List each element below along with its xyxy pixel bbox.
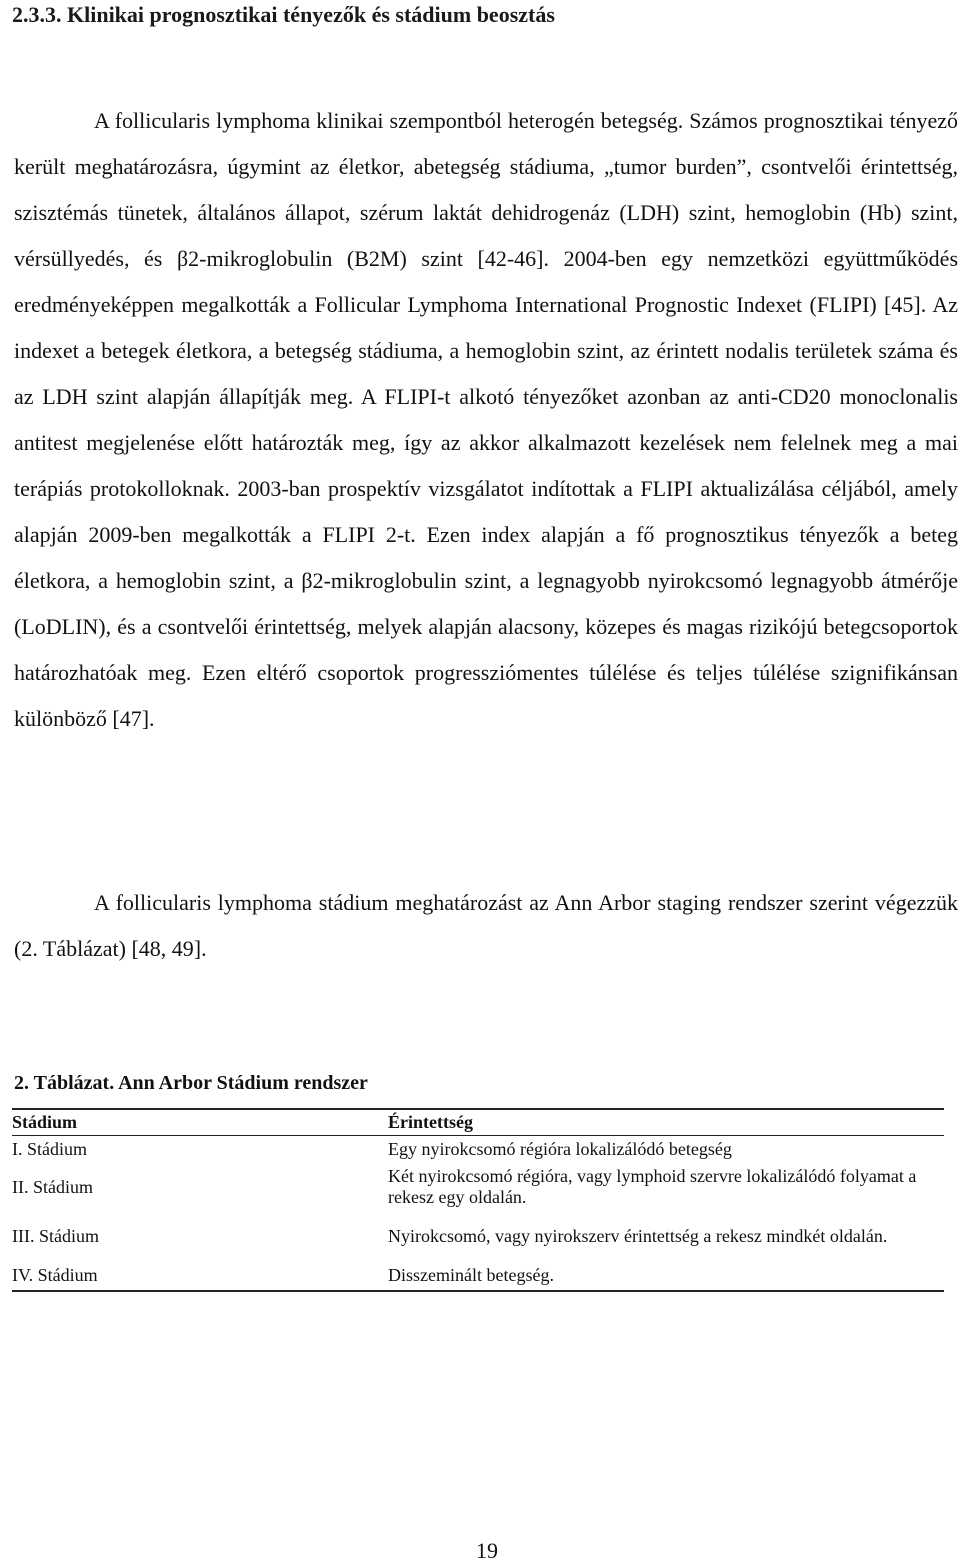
body-paragraph-flipi: A follicularis lymphoma klinikai szempontból heterogén betegség. Számos prognosztikai tényező került meghatározásra, úgymint az életkor, abetegség stádiuma, „tumor burden”, csontvelői érintettség, szisztémás tünetek, általános állapot, szérum laktát dehidrogenáz (LDH) szint, hemoglobin (Hb) szint, vérsüllyedés, és β2-mikroglobulin (B2M) szint [42-46]. 2004-ben egy nemzetközi együttműködés eredményeképpen megalkották a Follicular Lymphoma International Prognostic Indexet (FLIPI) [45]. Az indexet a betegek életkora, a betegség stádiuma, a hemoglobin szint, az érintett nodalis területek száma és az LDH szint alapján állapítják meg. A FLIPI-t alkotó tényezőket azonban az anti-CD20 monoclonalis antitest megjelenése előtt határozták meg, így az akkor alkalmazott kezelések nem felelnek meg a mai terápiás protokolloknak. 2003-ban prospektív vizsgálatot indítottak a FLIPI aktualizálása céljából, amely alapján 2009-ben megalkották a FLIPI 2-t. Ezen index alapján a fő prognosztikus tényezők a beteg életkora, a hemoglobin szint, a β2-mikroglobulin szint, a legnagyobb nyirokcsomó legnagyobb átmérője (LoDLIN), és a csontvelői érintettség, melyek alapján alacsony, közepes és magas rizikójú betegcsoportok határozhatóak meg. Ezen eltérő csoportok progressziómentes túlélése és teljes túlélése szignifikánsan különböző [47].	[14, 108, 958, 731]
table-header-row	[12, 1109, 944, 1136]
header-stage: Stádium	[12, 1109, 388, 1136]
stage-cell: IV. Stádium	[12, 1261, 388, 1291]
stage-cell: I. Stádium	[12, 1138, 87, 1159]
body-paragraph-staging: A follicularis lymphoma stádium meghatározást az Ann Arbor staging rendszer szerint végezzük (2. Táblázat) [48, 49].	[14, 890, 958, 961]
involvement-cell: Nyirokcsomó, vagy nyirokszerv érintettség a rekesz mindkét oldalán.	[388, 1225, 888, 1246]
involvement-cell: Egy nyirokcsomó régióra lokalizálódó betegség	[388, 1138, 732, 1159]
page-number: 19	[476, 1538, 498, 1563]
table-row	[12, 1163, 944, 1212]
involvement-cell: Disszeminált betegség.	[388, 1261, 944, 1291]
table-caption: 2. Táblázat. Ann Arbor Stádium rendszer	[14, 1072, 368, 1094]
header-involvement: Érintettség	[388, 1109, 944, 1136]
stage-cell: II. Stádium	[12, 1176, 93, 1197]
ann-arbor-stage-table	[12, 1108, 944, 1292]
table-row	[12, 1261, 944, 1291]
table-row	[12, 1136, 944, 1164]
table-row	[12, 1212, 944, 1261]
section-heading: 2.3.3. Klinikai prognosztikai tényezők és stádium beosztás	[12, 2, 555, 27]
involvement-cell: Két nyirokcsomó régióra, vagy lymphoid szervre lokalizálódó folyamat a rekesz egy oldalán.	[388, 1166, 917, 1207]
stage-cell: III. Stádium	[12, 1225, 99, 1246]
